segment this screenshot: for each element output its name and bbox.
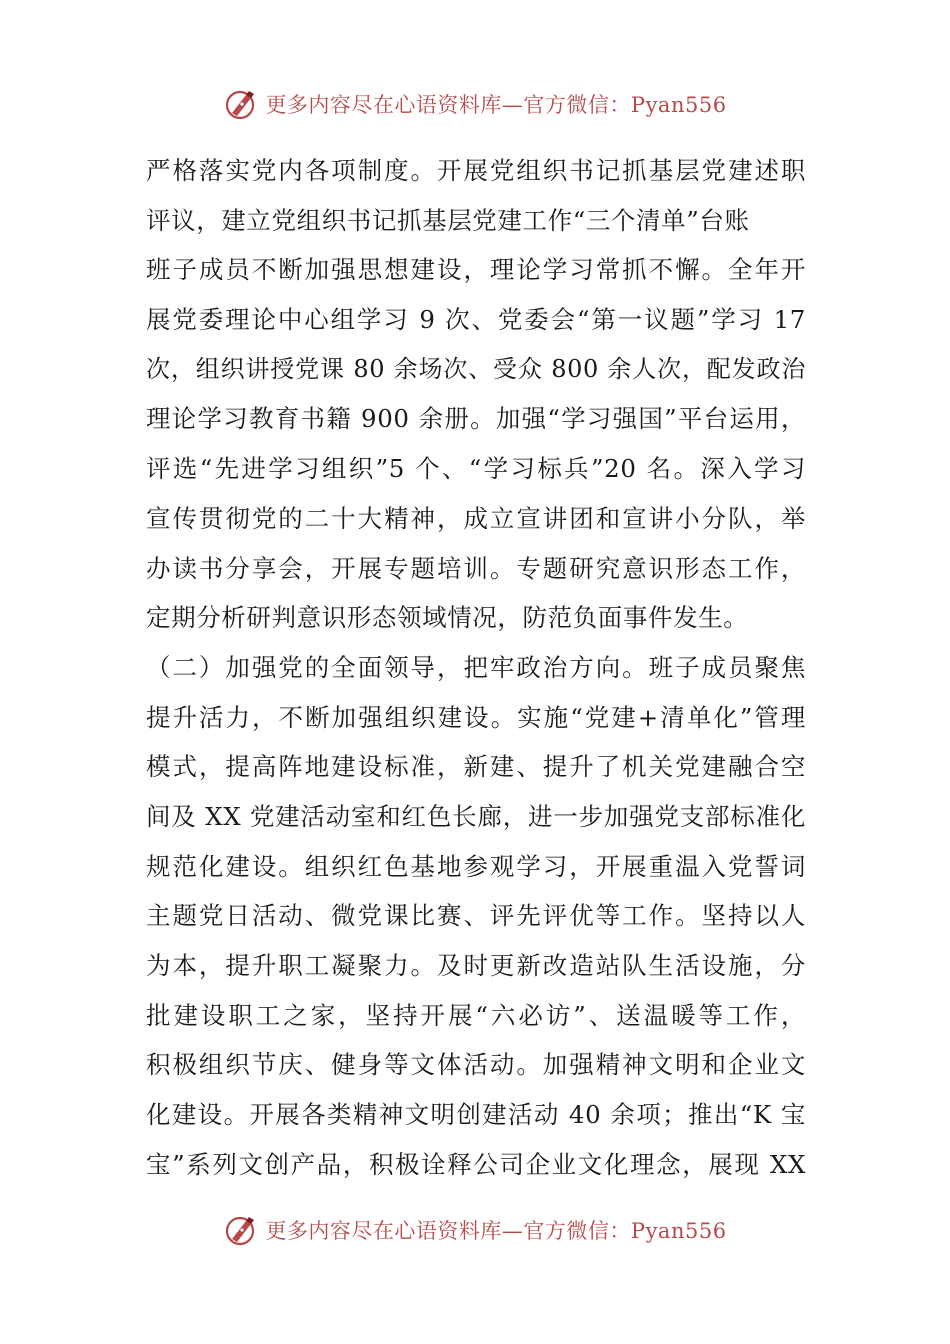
body-line: 提升活力，不断加强组织建设。实施“党建+清单化”管理 bbox=[146, 702, 806, 732]
body-line: 批建设职工之家，坚持开展“六必访”、送温暖等工作， bbox=[146, 1000, 806, 1030]
body-line: 班子成员不断加强思想建设，理论学习常抓不懈。全年开 bbox=[146, 255, 806, 285]
body-line: 次，组织讲授党课 80 余场次、受众 800 余人次，配发政治 bbox=[146, 354, 806, 383]
body-line: 宣传贯彻党的二十大精神，成立宣讲团和宣讲小分队，举 bbox=[146, 503, 806, 533]
body-line: 定期分析研判意识形态领域情况，防范负面事件发生。 bbox=[146, 603, 749, 633]
body-line: 宝”系列文创产品，积极诠释公司企业文化理念，展现 XX bbox=[146, 1149, 806, 1179]
footer-banner-text: 更多内容尽在心语资料库—官方微信：Pyan556 bbox=[265, 1219, 727, 1243]
pen-nib-logo-icon bbox=[223, 86, 259, 122]
footer-banner bbox=[0, 1210, 950, 1250]
header-banner-text: 更多内容尽在心语资料库—官方微信：Pyan556 bbox=[265, 93, 727, 117]
body-line: 主题党日活动、微党课比赛、评先评优等工作。坚持以人 bbox=[146, 901, 806, 931]
body-line: 展党委理论中心组学习 9 次、党委会“第一议题”学习 17 bbox=[146, 305, 806, 335]
section-heading-line: （二）加强党的全面领导，把牢政治方向。班子成员聚焦 bbox=[146, 652, 806, 682]
body-line: 评议，建立党组织书记抓基层党建工作“三个清单”台账 bbox=[146, 205, 750, 235]
body-line: 间及 XX 党建活动室和红色长廊，进一步加强党支部标准化 bbox=[146, 801, 806, 831]
body-line: 评选“先进学习组织”5 个、“学习标兵”20 名。深入学习 bbox=[146, 454, 806, 484]
body-line: 积极组织节庆、健身等文体活动。加强精神文明和企业文 bbox=[146, 1050, 806, 1080]
body-line: 为本，提升职工凝聚力。及时更新改造站队生活设施，分 bbox=[146, 951, 806, 980]
body-line: 模式，提高阵地建设标准，新建、提升了机关党建融合空 bbox=[146, 752, 806, 782]
body-line: 化建设。开展各类精神文明创建活动 40 余项；推出“K 宝 bbox=[146, 1100, 806, 1130]
body-line: 办读书分享会，开展专题培训。专题研究意识形态工作， bbox=[146, 553, 806, 583]
body-line: 规范化建设。组织红色基地参观学习，开展重温入党誓词 bbox=[146, 851, 806, 881]
body-line: 严格落实党内各项制度。开展党组织书记抓基层党建述职 bbox=[146, 156, 806, 185]
pen-nib-logo-icon bbox=[223, 1212, 259, 1248]
header-banner bbox=[0, 84, 950, 124]
body-line: 理论学习教育书籍 900 余册。加强“学习强国”平台运用， bbox=[146, 404, 806, 434]
document-body bbox=[146, 146, 806, 1189]
